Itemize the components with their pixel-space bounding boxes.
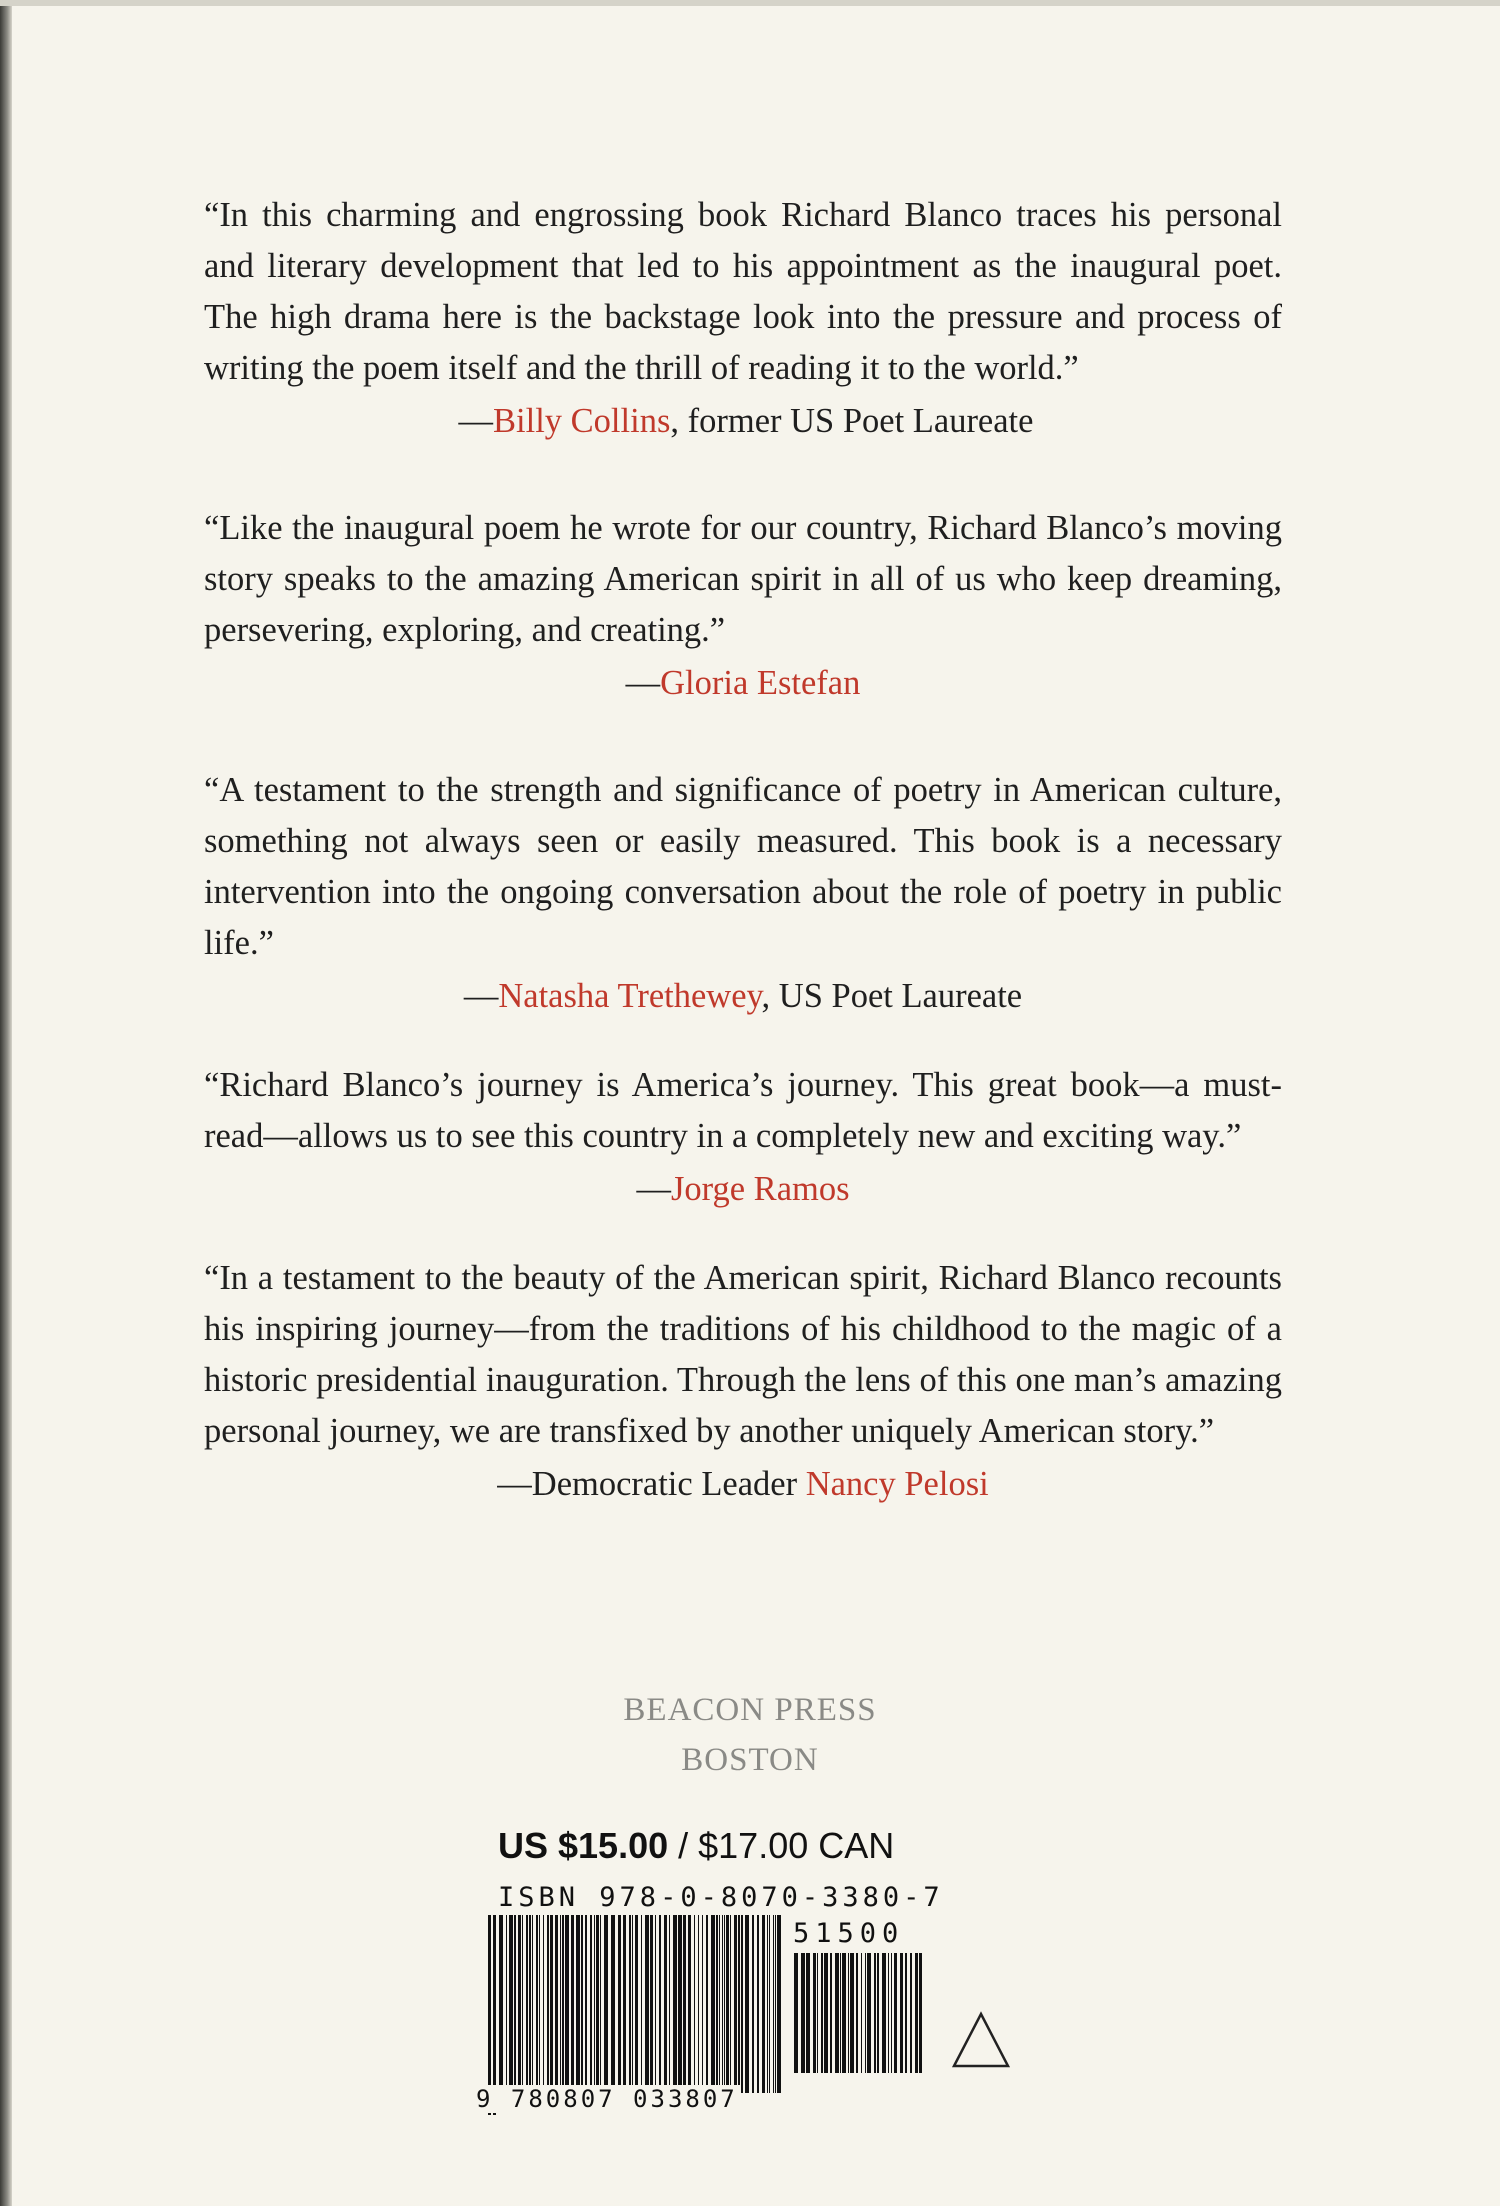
- blurb-nancy-pelosi: [204, 1253, 1282, 1510]
- beacon-press-triangle-icon: [950, 2010, 1012, 2072]
- price-label: [498, 1825, 894, 1867]
- barcode-bar: [861, 1953, 862, 2073]
- blurb-gloria-estefan: [204, 503, 1282, 709]
- barcode-bar: [560, 1915, 561, 2093]
- blurb-billy-collins: [204, 190, 1282, 447]
- barcode-bar: [547, 1915, 549, 2093]
- isbn-number: 978-0-8070-3380-7: [599, 1882, 944, 1913]
- blurb-attribution: [204, 1459, 1282, 1510]
- barcode-bar: [752, 1915, 754, 2093]
- attribution-prefix: —: [463, 977, 499, 1015]
- barcode-bar: [910, 1953, 912, 2073]
- barcode-bar: [499, 1915, 503, 2093]
- barcode-bar: [641, 1915, 642, 2093]
- barcode-bar: [821, 1953, 823, 2073]
- barcode-bar: [594, 1915, 595, 2093]
- barcode-bar: [767, 1915, 768, 2093]
- barcode-bar: [842, 1953, 846, 2073]
- blurb-attribution: [204, 1164, 1282, 1215]
- barcode-bar: [722, 1915, 723, 2093]
- isbn-line: [498, 1882, 944, 1913]
- barcode-addon-number: 51500: [793, 1918, 905, 1949]
- publisher-city: BOSTON: [681, 1742, 819, 1778]
- price-can: $17.00 CAN: [698, 1825, 895, 1866]
- barcode-bar: [719, 1915, 720, 2093]
- barcode-bar: [635, 1915, 638, 2093]
- barcode-bar: [509, 1915, 513, 2093]
- barcode-bar: [562, 1915, 564, 2093]
- barcode-bar: [738, 1915, 740, 2093]
- barcode-bar: [905, 1953, 907, 2073]
- barcode-bar: [741, 1915, 743, 2093]
- barcode-bar: [673, 1915, 677, 2093]
- barcode-bar: [585, 1915, 587, 2093]
- cover-top-edge: [0, 0, 1500, 6]
- barcode-bar: [694, 1915, 695, 2093]
- barcode-bar: [550, 1915, 553, 2093]
- barcode-bar: [600, 1915, 601, 2093]
- barcode-bar: [629, 1915, 631, 2093]
- barcode-bar: [867, 1953, 871, 2073]
- blurb-attribution: [204, 971, 1282, 1022]
- barcode-bar: [835, 1953, 839, 2073]
- barcode-bar: [669, 1915, 670, 2093]
- barcode-bar: [745, 1915, 749, 2093]
- barcode-bar: [848, 1953, 849, 2073]
- endorsements: [204, 190, 1282, 1510]
- barcode-bar: [645, 1915, 649, 2093]
- barcode-bar: [688, 1915, 691, 2093]
- barcode-bar: [506, 1915, 507, 2093]
- endorser-name: Natasha Trethewey: [498, 977, 762, 1015]
- barcode-bar: [618, 1915, 621, 2093]
- barcode-bar: [762, 1915, 765, 2093]
- barcode-digits: 9 780807 033807: [476, 2085, 738, 2113]
- attribution-prefix: —: [458, 402, 494, 440]
- barcode-bar: [726, 1915, 729, 2093]
- endorser-name: Nancy Pelosi: [805, 1465, 989, 1503]
- barcode-bar: [900, 1953, 903, 2073]
- barcode-bar: [888, 1953, 889, 2073]
- barcode-bar: [526, 1915, 528, 2093]
- endorser-name: Billy Collins: [493, 402, 671, 440]
- barcode-bar: [817, 1953, 818, 2073]
- barcode-bar: [891, 1953, 892, 2073]
- publisher-name: BEACON PRESS: [623, 1692, 877, 1728]
- blurb-quote: “Richard Blanco’s journey is America’s journey. This great book—a must-read—allows us to see this country in a completely new and exciting way.”: [204, 1066, 1282, 1155]
- barcode-bar: [683, 1915, 686, 2093]
- isbn-label: ISBN: [498, 1882, 580, 1913]
- barcode-bar: [840, 1953, 841, 2073]
- barcode-bar: [611, 1915, 615, 2093]
- barcode-bar: [724, 1915, 725, 2093]
- barcode-bar: [824, 1953, 828, 2073]
- barcode-bar: [865, 1953, 866, 2073]
- barcode-bar: [576, 1915, 580, 2093]
- barcode-bar: [806, 1953, 810, 2073]
- barcode-bar: [529, 1915, 531, 2093]
- blurb-natasha-trethewey: [204, 765, 1282, 1022]
- barcode-bar: [856, 1953, 858, 2073]
- barcode-bar: [650, 1915, 653, 2093]
- barcode-bar: [706, 1915, 708, 2093]
- barcode-bar: [877, 1953, 879, 2073]
- blurb-jorge-ramos: [204, 1060, 1282, 1215]
- blurb-quote: “In a testament to the beauty of the American spirit, Richard Blanco recounts his inspiring journey—from the traditions of his childhood to the magic of a historic presidential inauguration. Through the lens of this one man’s amazing personal journey, we are transfixed by another uniquely American story.”: [204, 1259, 1282, 1450]
- barcode-bar: [773, 1915, 774, 2093]
- barcode-bar: [664, 1915, 667, 2093]
- barcode-bar: [801, 1953, 805, 2073]
- endorser-name: Jorge Ramos: [670, 1170, 850, 1208]
- barcode-bar: [813, 1953, 816, 2073]
- blurb-attribution: [204, 396, 1282, 447]
- blurb-quote: “Like the inaugural poem he wrote for our country, Richard Blanco’s moving story speaks to the amazing American spirit in all of us who keep dreaming, persevering, exploring, and creating.”: [204, 509, 1282, 649]
- cover-spine-edge: [0, 0, 12, 2206]
- barcode-bar: [919, 1953, 922, 2073]
- attribution-prefix: —: [636, 1170, 671, 1208]
- barcode-bar: [539, 1915, 540, 2093]
- barcode-bar: [730, 1915, 731, 2093]
- barcode-bar: [623, 1915, 626, 2093]
- barcode-bar: [543, 1915, 544, 2093]
- price-separator: /: [668, 1825, 699, 1866]
- barcode-bar: [596, 1915, 599, 2093]
- blurb-attribution: [204, 658, 1282, 709]
- endorser-name: Gloria Estefan: [660, 664, 861, 702]
- barcode-bar: [757, 1915, 759, 2093]
- barcode-bar: [581, 1915, 583, 2093]
- price-us: US $15.00: [498, 1825, 669, 1866]
- barcode-bar: [716, 1915, 718, 2093]
- barcode-bar: [604, 1915, 608, 2093]
- barcode-bar: [536, 1915, 538, 2093]
- barcode-bar: [518, 1915, 521, 2093]
- barcode-bar: [894, 1953, 897, 2073]
- attribution-prefix: —Democratic Leader: [497, 1465, 806, 1503]
- barcode-bar: [850, 1953, 854, 2073]
- barcode-bar: [555, 1915, 558, 2093]
- barcode-bar: [794, 1953, 798, 2073]
- barcode-bar: [590, 1915, 592, 2093]
- barcode-bar: [655, 1915, 656, 2093]
- barcode-bar: [632, 1915, 633, 2093]
- barcode-bar: [734, 1915, 737, 2093]
- barcode-addon-bars: [794, 1953, 922, 2073]
- barcode-bar: [882, 1953, 886, 2073]
- barcode-bar: [571, 1915, 574, 2093]
- barcode-bar: [769, 1915, 770, 2093]
- publisher-imprint: [560, 1685, 940, 1785]
- barcode-bar: [532, 1915, 533, 2093]
- barcode-bar: [777, 1915, 781, 2093]
- attribution-prefix: —: [625, 664, 661, 702]
- barcode-bar: [702, 1915, 703, 2093]
- barcode-bar: [522, 1915, 523, 2093]
- barcode-bar: [698, 1915, 699, 2093]
- attribution-title: , US Poet Laureate: [761, 977, 1023, 1015]
- blurb-quote: “A testament to the strength and significance of poetry in American culture, something not always seen or easily measured. This book is a necessary intervention into the ongoing conversation about the role of poetry in public life.”: [204, 771, 1282, 962]
- barcode-bar: [775, 1915, 776, 2093]
- blurb-quote: “In this charming and engrossing book Richard Blanco traces his personal and literary development that led to his appointment as the inaugural poet. The high drama here is the backstage look into the pressure and process of writing the poem itself and the thrill of reading it to the world.”: [204, 196, 1282, 387]
- barcode-bar: [711, 1915, 715, 2093]
- barcode-bar: [678, 1915, 682, 2093]
- barcode-bar: [915, 1953, 918, 2073]
- attribution-title: , former US Poet Laureate: [670, 402, 1034, 440]
- barcode-bar: [659, 1915, 661, 2093]
- barcode-bar: [874, 1953, 876, 2073]
- barcode-bar: [565, 1915, 569, 2093]
- barcode-bar: [830, 1953, 832, 2073]
- barcode-bar: [514, 1915, 516, 2093]
